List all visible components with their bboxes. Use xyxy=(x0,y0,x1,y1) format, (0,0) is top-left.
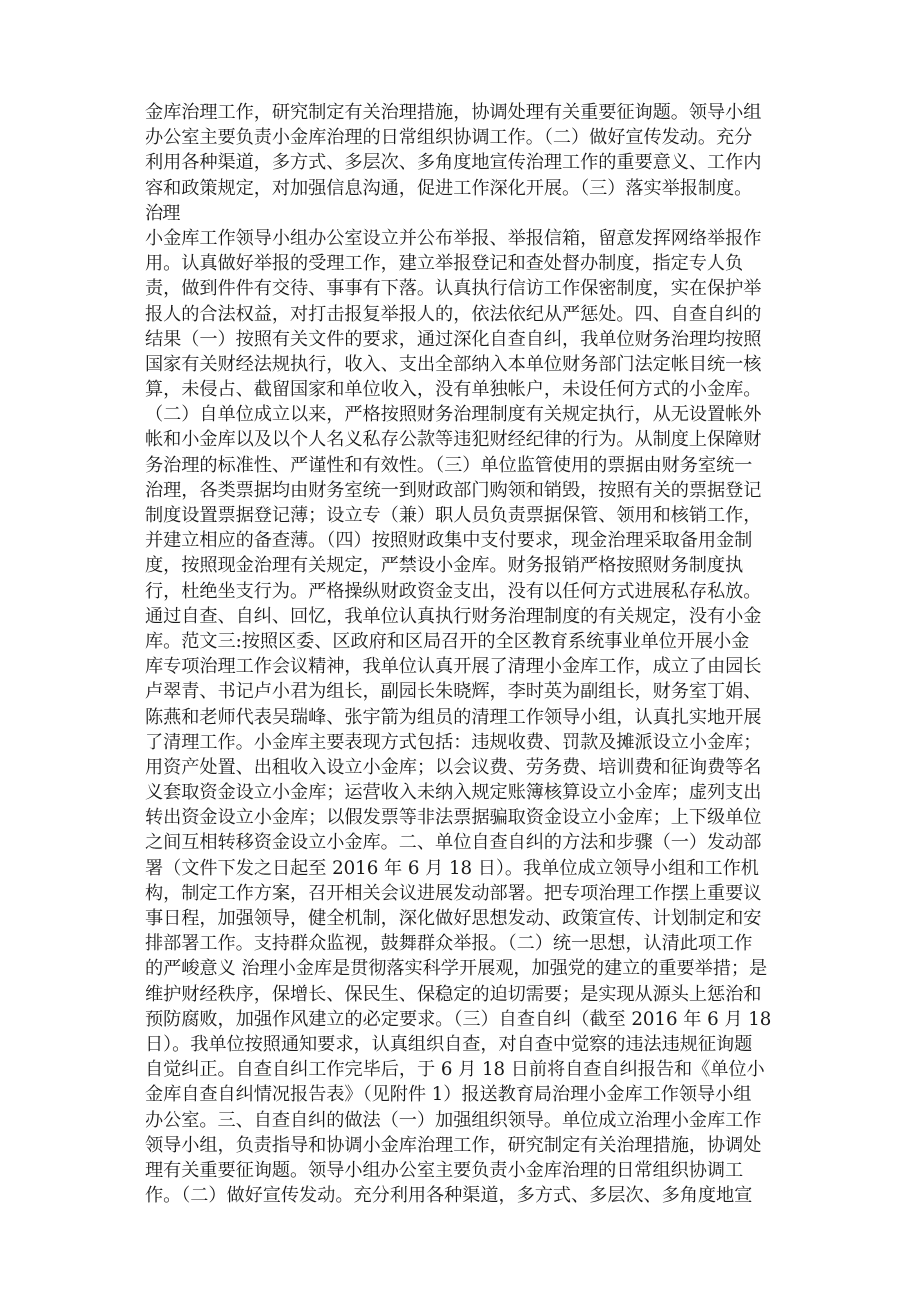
text-line: 自觉纠正。自查自纠工作完毕后，于 6 月 18 日前将自查自纠报告和《单位小 xyxy=(145,1059,765,1081)
text-line: 国家有关财经法规执行，收入、支出全部纳入本单位财务部门法定帐目统一核 xyxy=(145,353,762,375)
text-line: 小金库工作领导小组办公室设立并公布举报、举报信箱，留意发挥网络举报作 xyxy=(145,227,762,249)
text-line: 务治理的标准性、严谨性和有效性。（三）单位监管使用的票据由财务室统一 xyxy=(145,454,753,476)
text-line: 排部署工作。支持群众监视，鼓舞群众举报。（二）统一思想，认清此项工作 xyxy=(145,933,753,955)
text-line: 金库治理工作，研究制定有关治理措施，协调处理有关重要征询题。领导小组 xyxy=(145,102,762,123)
text-line: 库。范文三:按照区委、区政府和区局召开的全区教育系统事业单位开展小金 xyxy=(145,630,750,652)
text-line: 日）。我单位按照通知要求，认真组织自查，对自查中觉察的违法违规征询题 xyxy=(145,1033,753,1055)
text-line: 容和政策规定，对加强信息沟通，促进工作深化开展。（三）落实举报制度。 xyxy=(145,177,753,199)
text-line: 办公室。三、自查自纠的做法（一）加强组织领导。单位成立治理小金库工作 xyxy=(145,1109,762,1131)
text-line: 帐和小金库以及以个人名义私存公款等违犯财经纪律的行为。从制度上保障财 xyxy=(145,429,762,451)
text-line: 金库自查自纠情况报告表》（见附件 1）报送教育局治理小金库工作领导小组 xyxy=(145,1084,752,1106)
text-line: 库专项治理工作会议精神，我单位认真开展了清理小金库工作，成立了由园长 xyxy=(145,656,762,678)
text-line: 卢翠青、书记卢小君为组长，副园长朱晓辉，李时英为副组长，财务室丁娟、 xyxy=(145,681,762,703)
text-line: 作。（二）做好宣传发动。充分利用各种渠道，多方式、多层次、多角度地宣 xyxy=(145,1185,753,1207)
text-line: 结果（一）按照有关文件的要求，通过深化自查自纠，我单位财务治理均按照 xyxy=(145,328,762,350)
text-line: 算，未侵占、截留国家和单位收入，没有单独帐户，未设任何方式的小金库。 xyxy=(145,379,762,401)
text-line: 陈燕和老师代表吴瑞峰、张宇箭为组员的清理工作领导小组，认真扎实地开展 xyxy=(145,706,762,728)
text-line: 了清理工作。小金库主要表现方式包括：违规收费、罚款及摊派设立小金库； xyxy=(145,731,762,753)
text-line: 用。认真做好举报的受理工作，建立举报登记和查处督办制度，指定专人负 xyxy=(145,253,744,275)
text-line: 责，做到件件有交待、事事有下落。认真执行信访工作保密制度，实在保护举 xyxy=(145,278,762,300)
text-line: 行，杜绝坐支行为。严格操纵财政资金支出，没有以任何方式进展私存私放。 xyxy=(145,580,762,602)
text-line: 治理 xyxy=(145,202,180,224)
text-line: 通过自查、自纠、回忆，我单位认真执行财务治理制度的有关规定，没有小金 xyxy=(145,605,762,627)
text-line: 办公室主要负责小金库治理的日常组织协调工作。（二）做好宣传发动。充分 xyxy=(145,127,753,149)
text-line: 治理，各类票据均由财务室统一到财政部门购领和销毁，按照有关的票据登记 xyxy=(145,479,762,501)
text-line: 之间互相转移资金设立小金库。二、单位自查自纠的方法和步骤（一）发动部 xyxy=(145,832,762,854)
text-line: 理有关重要征询题。领导小组办公室主要负责小金库治理的日常组织协调工 xyxy=(145,1159,744,1181)
text-line: 义套取资金设立小金库；运营收入未纳入规定账簿核算设立小金库；虚列支出 xyxy=(145,782,762,804)
text-line: 用资产处置、出租收入设立小金库；以会议费、劳务费、培训费和征询费等名 xyxy=(145,756,762,778)
text-line: 制度设置票据登记薄；设立专（兼）职人员负责票据保管、领用和核销工作， xyxy=(145,505,762,526)
text-line: 转出资金设立小金库；以假发票等非法票据骗取资金设立小金库；上下级单位 xyxy=(145,807,762,829)
text-line: 报人的合法权益，对打击报复举报人的，依法依纪从严惩处。四、自查自纠的 xyxy=(145,303,762,325)
text-line: 并建立相应的备查薄。（四）按照财政集中支付要求，现金治理采取备用金制 xyxy=(145,530,753,552)
body-text xyxy=(145,100,785,1208)
text-line: 事日程，加强领导，健全机制，深化做好思想发动、政策宣传、计划制定和安 xyxy=(145,908,762,929)
text-line: 构，制定工作方案，召开相关会议进展发动部署。把专项治理工作摆上重要议 xyxy=(145,882,762,904)
text-line: 领导小组，负责指导和协调小金库治理工作，研究制定有关治理措施，协调处 xyxy=(145,1134,762,1156)
text-line: 署（文件下发之日起至 2016 年 6 月 18 日）。我单位成立领导小组和工作机 xyxy=(145,857,759,879)
text-line: 度，按照现金治理有关规定，严禁设小金库。财务报销严格按照财务制度执 xyxy=(145,555,744,577)
text-line: 利用各种渠道，多方式、多层次、多角度地宣传治理工作的重要意义、工作内 xyxy=(145,152,762,174)
text-line: 维护财经秩序，保增长、保民生、保稳定的迫切需要；是实现从源头上惩治和 xyxy=(145,983,762,1005)
text-line: 的严峻意义 治理小金库是贯彻落实科学开展观，加强党的建立的重要举措；是 xyxy=(145,958,768,980)
text-line: （二）自单位成立以来，严格按照财务治理制度有关规定执行，从无设置帐外 xyxy=(145,404,762,426)
text-line: 预防腐败，加强作风建立的必定要求。（三）自查自纠（截至 2016 年 6 月 18 xyxy=(145,1008,772,1030)
